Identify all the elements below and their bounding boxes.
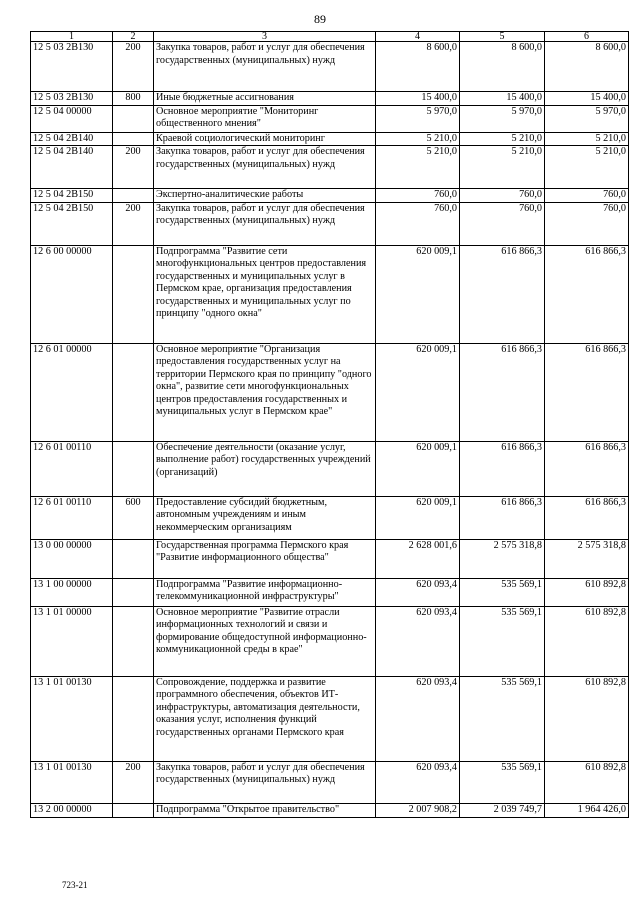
amount-year-1: 620 009,1	[376, 496, 460, 539]
table-row	[31, 105, 629, 132]
expense-type	[113, 245, 154, 343]
table-row	[31, 578, 629, 606]
amount-year-2: 616 866,3	[460, 441, 545, 496]
item-name: Основное мероприятие "Мониторинг общественного мнения"	[154, 105, 376, 132]
amount-year-3: 616 866,3	[545, 496, 629, 539]
column-header: 1	[31, 32, 113, 42]
amount-year-1: 8 600,0	[376, 42, 460, 92]
amount-year-3: 616 866,3	[545, 441, 629, 496]
expense-type	[113, 578, 154, 606]
table-row	[31, 761, 629, 803]
amount-year-2: 535 569,1	[460, 676, 545, 761]
amount-year-2: 5 970,0	[460, 105, 545, 132]
table-row	[31, 606, 629, 676]
expense-type	[113, 343, 154, 441]
item-name: Основное мероприятие "Организация предоставления государственных услуг на территории Пермского края по принципу "одного окна", развитие сети многофункциональных центров предоставления государственных и муниципальных услуг в Пермском крае"	[154, 343, 376, 441]
item-name: Основное мероприятие "Развитие отрасли информационных технологий и связи и формирование общедоступной информационно-коммуникационной среды в крае"	[154, 606, 376, 676]
amount-year-3: 610 892,8	[545, 606, 629, 676]
amount-year-1: 760,0	[376, 189, 460, 203]
amount-year-3: 760,0	[545, 189, 629, 203]
target-code: 12 5 03 2В130	[31, 92, 113, 106]
table-row	[31, 146, 629, 189]
amount-year-2: 5 210,0	[460, 146, 545, 189]
item-name: Сопровождение, поддержка и развитие программного обеспечения, объектов ИТ-инфраструктуры, автоматизация деятельности, оказания услуг, исполнения функций государственных органами Пермского края	[154, 676, 376, 761]
amount-year-1: 2 007 908,2	[376, 803, 460, 817]
amount-year-3: 610 892,8	[545, 578, 629, 606]
amount-year-2: 535 569,1	[460, 606, 545, 676]
item-name: Экспертно-аналитические работы	[154, 189, 376, 203]
target-code: 12 6 01 00110	[31, 496, 113, 539]
column-header: 5	[460, 32, 545, 42]
amount-year-1: 620 093,4	[376, 606, 460, 676]
table-row	[31, 202, 629, 245]
expense-type	[113, 539, 154, 578]
expense-type: 200	[113, 761, 154, 803]
expense-type: 200	[113, 202, 154, 245]
expense-type	[113, 676, 154, 761]
amount-year-2: 8 600,0	[460, 42, 545, 92]
column-header: 3	[154, 32, 376, 42]
target-code: 12 5 04 2В150	[31, 202, 113, 245]
item-name: Иные бюджетные ассигнования	[154, 92, 376, 106]
document-code: 723-21	[62, 880, 88, 890]
target-code: 12 5 04 2В140	[31, 146, 113, 189]
item-name: Закупка товаров, работ и услуг для обеспечения государственных (муниципальных) нужд	[154, 761, 376, 803]
table-row	[31, 132, 629, 146]
amount-year-2: 616 866,3	[460, 245, 545, 343]
amount-year-1: 2 628 001,6	[376, 539, 460, 578]
amount-year-1: 5 210,0	[376, 132, 460, 146]
item-name: Подпрограмма "Развитие информационно-телекоммуникационной инфраструктуры"	[154, 578, 376, 606]
expense-type: 600	[113, 496, 154, 539]
expense-type	[113, 606, 154, 676]
amount-year-2: 535 569,1	[460, 761, 545, 803]
amount-year-2: 760,0	[460, 189, 545, 203]
amount-year-3: 610 892,8	[545, 761, 629, 803]
expense-type	[113, 105, 154, 132]
item-name: Подпрограмма "Открытое правительство"	[154, 803, 376, 817]
amount-year-2: 2 575 318,8	[460, 539, 545, 578]
table-row	[31, 803, 629, 817]
amount-year-2: 2 039 749,7	[460, 803, 545, 817]
amount-year-1: 620 009,1	[376, 441, 460, 496]
target-code: 13 1 01 00130	[31, 676, 113, 761]
item-name: Обеспечение деятельности (оказание услуг, выполнение работ) государственных учреждений (организаций)	[154, 441, 376, 496]
table-header-row	[31, 32, 629, 42]
target-code: 12 5 04 2В140	[31, 132, 113, 146]
amount-year-3: 5 210,0	[545, 132, 629, 146]
table-row	[31, 245, 629, 343]
amount-year-3: 616 866,3	[545, 343, 629, 441]
amount-year-2: 15 400,0	[460, 92, 545, 106]
target-code: 12 5 04 2В150	[31, 189, 113, 203]
target-code: 12 5 03 2В130	[31, 42, 113, 92]
amount-year-3: 15 400,0	[545, 92, 629, 106]
item-name: Закупка товаров, работ и услуг для обеспечения государственных (муниципальных) нужд	[154, 202, 376, 245]
amount-year-2: 616 866,3	[460, 496, 545, 539]
amount-year-2: 616 866,3	[460, 343, 545, 441]
amount-year-3: 5 210,0	[545, 146, 629, 189]
item-name: Закупка товаров, работ и услуг для обеспечения государственных (муниципальных) нужд	[154, 146, 376, 189]
amount-year-2: 5 210,0	[460, 132, 545, 146]
item-name: Краевой социологический мониторинг	[154, 132, 376, 146]
amount-year-1: 15 400,0	[376, 92, 460, 106]
amount-year-1: 620 093,4	[376, 578, 460, 606]
amount-year-1: 620 009,1	[376, 245, 460, 343]
amount-year-1: 5 210,0	[376, 146, 460, 189]
table-row	[31, 539, 629, 578]
expense-type: 800	[113, 92, 154, 106]
expense-type: 200	[113, 146, 154, 189]
item-name: Государственная программа Пермского края "Развитие информационного общества"	[154, 539, 376, 578]
table-row	[31, 92, 629, 106]
column-header: 2	[113, 32, 154, 42]
item-name: Закупка товаров, работ и услуг для обеспечения государственных (муниципальных) нужд	[154, 42, 376, 92]
column-header: 4	[376, 32, 460, 42]
expense-type	[113, 189, 154, 203]
table-row	[31, 189, 629, 203]
target-code: 12 6 01 00110	[31, 441, 113, 496]
amount-year-1: 5 970,0	[376, 105, 460, 132]
target-code: 12 5 04 00000	[31, 105, 113, 132]
target-code: 12 6 01 00000	[31, 343, 113, 441]
page-number: 89	[314, 12, 326, 26]
amount-year-2: 535 569,1	[460, 578, 545, 606]
expense-type	[113, 132, 154, 146]
amount-year-1: 620 093,4	[376, 761, 460, 803]
target-code: 13 1 00 00000	[31, 578, 113, 606]
target-code: 13 1 01 00130	[31, 761, 113, 803]
target-code: 13 2 00 00000	[31, 803, 113, 817]
amount-year-3: 760,0	[545, 202, 629, 245]
amount-year-2: 760,0	[460, 202, 545, 245]
target-code: 12 6 00 00000	[31, 245, 113, 343]
expense-type: 200	[113, 42, 154, 92]
amount-year-1: 760,0	[376, 202, 460, 245]
expense-type	[113, 441, 154, 496]
table-row	[31, 343, 629, 441]
column-header: 6	[545, 32, 629, 42]
amount-year-3: 5 970,0	[545, 105, 629, 132]
table-row	[31, 441, 629, 496]
table-row	[31, 42, 629, 92]
amount-year-3: 1 964 426,0	[545, 803, 629, 817]
amount-year-1: 620 009,1	[376, 343, 460, 441]
amount-year-3: 610 892,8	[545, 676, 629, 761]
amount-year-3: 2 575 318,8	[545, 539, 629, 578]
amount-year-3: 8 600,0	[545, 42, 629, 92]
table-row	[31, 496, 629, 539]
budget-table	[30, 31, 629, 818]
target-code: 13 1 01 00000	[31, 606, 113, 676]
item-name: Предоставление субсидий бюджетным, автономным учреждениям и иным некоммерческим организациям	[154, 496, 376, 539]
amount-year-1: 620 093,4	[376, 676, 460, 761]
table-row	[31, 676, 629, 761]
target-code: 13 0 00 00000	[31, 539, 113, 578]
item-name: Подпрограмма "Развитие сети многофункциональных центров предоставления государственных и муниципальных услуг в Пермском крае, организация предоставления государственных и муниципальных услуг по принципу "одного окна"	[154, 245, 376, 343]
expense-type	[113, 803, 154, 817]
amount-year-3: 616 866,3	[545, 245, 629, 343]
